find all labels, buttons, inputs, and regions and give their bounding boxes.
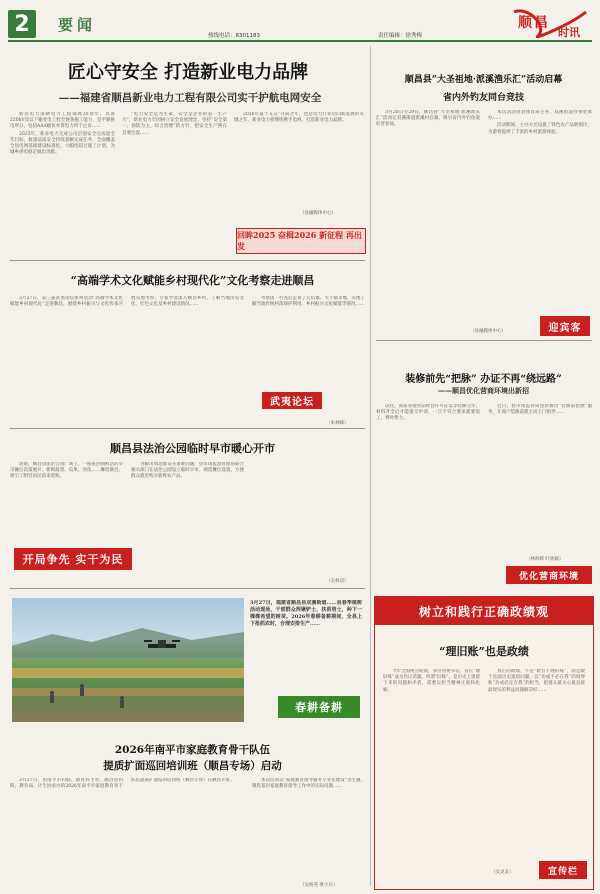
article3-title: 顺昌县法治公园临时早市暖心开市 [110, 442, 275, 455]
hotline: 热线电话：8301183 [208, 33, 260, 39]
article7-para: 以往，商家办理食品经营许可证需等装修完毕，材料齐全后才能提交申请，一旦不符合要求就要返工，费时费力。 [376, 404, 480, 422]
logo-subtext: 时讯 [558, 26, 580, 39]
article4-caption-text: 3月27日，福建省顺昌县双溪街道……县春季植树活动现场，干部群众挥锹铲土、扶苗培土，种下一棵棵希望的树苗。2026年春耕备耕期间，全县上下抢抓农时，合理安排生产…… [250, 600, 362, 627]
article5-title2: 提质扩面巡回培训班（顺昌专场）启动 [103, 760, 282, 772]
article5-para: 3月27日，由南平市妇联、教育局主办，顺昌县妇联、教育局、计生协承办的2026年南平市家庭教育骨干队伍提质扩面巡回培训班（顺昌专场）在顺昌开班。 [10, 778, 235, 790]
page-number: 2 [14, 11, 30, 37]
article3-para: 清晨，顺昌县法治公园广场上，一座座热闹鲜活的早市摊位次第展开，新鲜蔬菜、瓜果、河鱼……琳琅满目，吸引了附近居民前来选购。 [10, 462, 123, 480]
article4-tag [278, 696, 360, 718]
masthead-rule [8, 40, 592, 42]
photo-scene [12, 598, 244, 722]
article6-para: 本次活动由县体育局主办，双溪街道办事处承办…… [488, 110, 592, 122]
article6-source: （县融媒体中心） [470, 329, 506, 334]
opinion-tag [539, 861, 587, 879]
article3-tag-text: 开局争先 实干为民 [22, 553, 124, 566]
article1-para: 2026年第十五五”开局之年，也是电力行业迈向新发展的关键之年，新业电力将继续携手电网，打造新业电力品牌。 [234, 112, 364, 124]
article3-tag [14, 548, 132, 570]
article7-body [376, 404, 592, 574]
drone-icon [144, 640, 180, 648]
article1-para: 2025年，新业电力完成公司层面安全完成量全年目标，数量品质安全持续超额完成任务，全面覆盖全县电网基础建设标准化，大幅度超过施工计划，为城乡供电稳定做出贡献。 [10, 131, 115, 156]
article1-para: “电力安全是为生命，安全是企业的第一生产力”，新业电力牢固树立安全发展理念，坚持“安全第一、预防为主、综合治理”的方针，把安全生产摆在首要位置…… [122, 112, 227, 136]
opinion-title: “理旧账”也是政绩 [439, 645, 529, 658]
opinion-body [383, 669, 585, 859]
article6-para: 活动期间，主办方还设置了特色农产品展销区，为游客提供了丰富的乡村旅游体验。 [488, 123, 592, 135]
article6-title2: 省内外钓友同台竞技 [442, 93, 524, 103]
article1-banner-text: 回眸2025 奋楫2026 新征程 再出发 [237, 230, 362, 251]
opinion-para: 今年全国两会期间，多位省委书记、省长“理旧账”成为热议话题。所谓“旧账”，是历史上遗留下来的问题和矛盾，需要以担当精神正视和化解。 [383, 669, 480, 693]
article7-tag [506, 566, 592, 584]
article7-title: 装修前先“把脉” 办证不再“绕远路” [405, 374, 562, 385]
article5-body [10, 778, 365, 882]
masthead-logo [508, 6, 592, 40]
article3-para: 为解决周边群众买菜难问题，县市场监督管理局联合相关部门在法治公园设立临时早市，规范摊位设置，方便群众就近购买新鲜农产品。 [131, 462, 244, 480]
opinion-box [374, 596, 594, 890]
opinion-banner-text: 树立和践行正确政绩观 [418, 604, 549, 619]
opinion-banner [375, 597, 593, 625]
article2-body [10, 296, 365, 406]
article1-source: （县融媒体中心） [300, 211, 336, 216]
article4-tag-text: 春耕备耕 [295, 701, 343, 714]
rule [10, 260, 365, 261]
article3-source: （吴林清） [326, 579, 349, 584]
article5-para: 本次培训以“家庭教育指导服务专业化建设”为主题，聚焦基层家庭教育指导工作中的实际问题…… [252, 778, 365, 790]
article6-body [376, 110, 592, 320]
article5-title: 2026年南平市家庭教育骨干队伍 [114, 744, 271, 756]
article2-title: “高端学术文化赋能乡村现代化”文化考察走进顺昌 [70, 274, 315, 287]
article7-para: 近日，县市场监管局创新推出“装修前把脉”服务，在商户装修前就主动上门指导…… [488, 404, 592, 416]
opinion-tag-text: 宣传栏 [547, 866, 578, 877]
rule [376, 340, 592, 341]
article1-body-col3 [234, 112, 364, 232]
article1-body-col2 [122, 112, 227, 232]
rule [10, 588, 365, 589]
column-divider [370, 46, 371, 886]
masthead [8, 6, 592, 42]
article5-source: （吴杨英 黄小兵） [300, 883, 338, 888]
article6-tag [540, 316, 590, 336]
rule [10, 428, 365, 429]
article2-para: 考察团一行先后走访了元坑镇、大干镇等地，实地了解当地传统村落保护利用、乡村振兴文化赋能等情况…… [252, 296, 365, 308]
article6-para: 3月28日至29日，顺昌县“大圣祖地·派溪渔乐汇”活动在双溪街道派溪村启幕，吸引省内外钓鱼爱好者参加。 [376, 110, 480, 128]
article2-source: （朱林峰） [326, 421, 349, 426]
article7-tag-text: 优化营商环境 [518, 571, 579, 582]
editor: 责任编辑：徐秀梅 [378, 33, 423, 39]
farm-drone-photo [12, 598, 244, 722]
article7-subtitle: ——顺昌优化营商环境出新招 [438, 386, 529, 395]
opinion-para: 真正的政绩，不是“新官不理旧账”，而是敢于直面历史遗留问题，以“功成不必在我”的境界和“功成必定有我”的担当，把群众最关心最直接最现实的利益问题解决好…… [488, 669, 585, 693]
article2-tag [262, 392, 322, 409]
article2-tag-text: 武夷论坛 [270, 397, 314, 408]
article1-banner [236, 228, 366, 254]
article1-body-col1 [10, 112, 115, 232]
section-title: 要闻 [58, 16, 97, 34]
article7-source: （林海辉 叶欣颖） [526, 557, 564, 562]
article6-tag-text: 迎宾客 [548, 322, 582, 334]
opinion-source: （吴灵灵） [491, 870, 514, 875]
article1-subtitle: ——福建省顺昌新业电力工程有限公司实干护航电网安全 [58, 92, 322, 104]
article1-title: 匠心守安全 打造新业电力品牌 [67, 62, 309, 83]
article6-title: 顺昌县“大圣祖地·派溪渔乐汇”活动启幕 [404, 75, 563, 85]
article1-para: 新业电力深耕电力工程领域20余年，具备220kV及以下输变电工程全链条施工能力，是平顺供电所分，包括AAA级仿木资电力所个企业…… [10, 112, 115, 130]
logo-text: 顺昌 [518, 15, 550, 31]
article4-caption [250, 600, 362, 690]
page-number-badge [8, 10, 36, 38]
article2-para: 3月27日，第三届武夷论坛系列活动“高端学术文化赋能乡村现代化”走进顺昌，围绕乡村振兴与文化传承开展实地考察，专家学者深入顺昌乡村，了解当地历史文化、红色文化及乡村建设情况…… [10, 296, 244, 308]
